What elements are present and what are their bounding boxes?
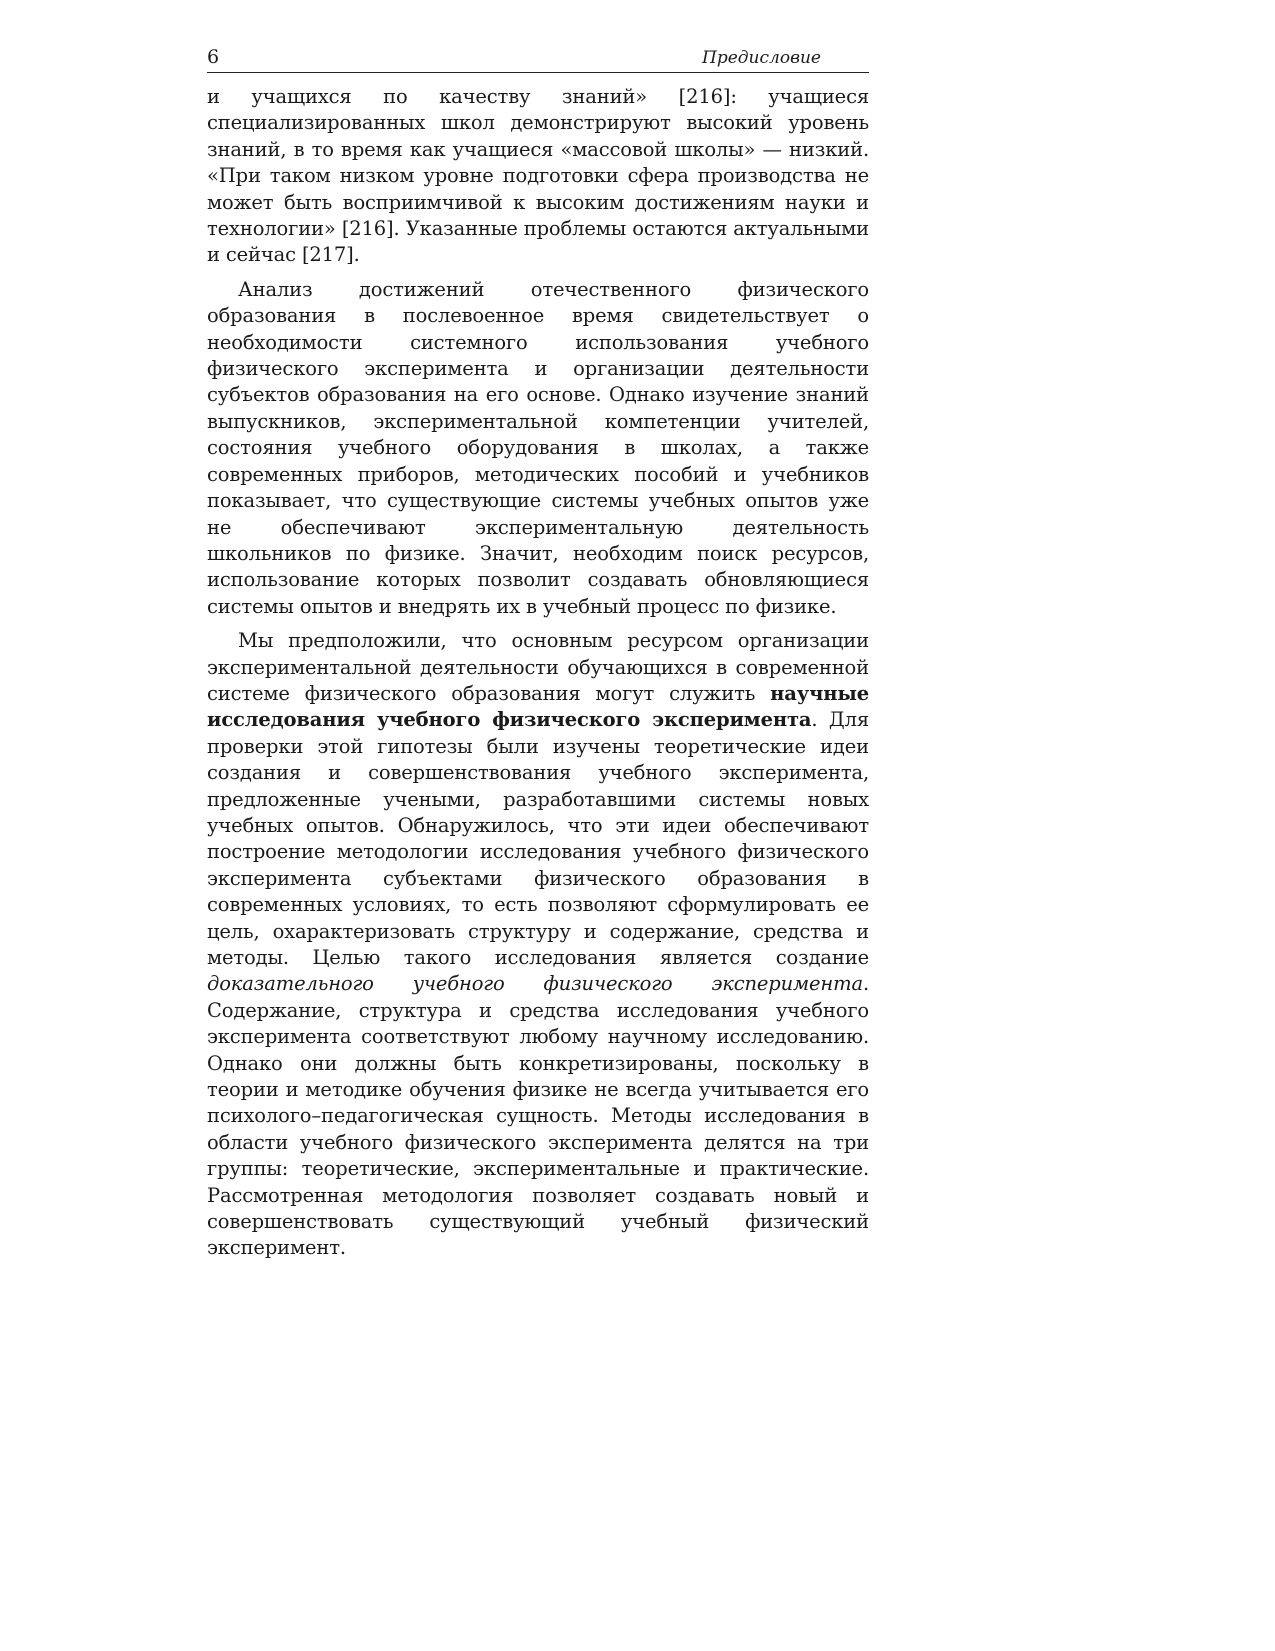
paragraph-continued xyxy=(207,84,869,269)
italic-emphasis: доказательного учебного физического эксперимента xyxy=(207,972,863,996)
paragraph-analysis xyxy=(207,277,869,620)
page-number: 6 xyxy=(207,46,220,68)
text-run: Мы предположили, что основным ресурсом организации экспериментальной деятельности обучающихся в современной системе физического образования могут служить xyxy=(207,629,869,705)
paragraph-hypothesis xyxy=(207,628,869,1262)
bold-emphasis: научные исследования учебного физического эксперимента xyxy=(207,681,869,732)
text-run: и учащихся по качеству знаний» [216]: учащиеся специализированных школ демонстрируют высокий уровень знаний, в то время как учащиеся «массовой школы» — низкий. «При таком низком уровне подготовки сфера производства не может быть восприимчивой к высоким достижениям науки и технологии» [216]. Указанные проблемы остаются актуальными и сейчас [217]. xyxy=(207,85,869,267)
section-title: Предисловие xyxy=(702,48,821,68)
text-run: . Для проверки этой гипотезы были изучены теоретические идеи создания и совершенствования учебного эксперимента, предложенные учеными, разработавшими системы новых учебных опытов. Обнаружилось, что эти идеи обеспечивают построение методологии исследования учебного физического эксперимента субъектами физического образования в современных условиях, то есть позволяют сформулировать ее цель, охарактеризовать структуру и содержание, средства и методы. Целью такого исследования является создание xyxy=(207,708,869,969)
running-header xyxy=(207,42,869,73)
text-run: . Содержание, структура и средства исследования учебного эксперимента соответствуют любому научному исследованию. Однако они должны быть конкретизированы, поскольку в теории и методике обучения физике не всегда учитывается его психолого–педагогическая сущность. Методы исследования в области учебного физического эксперимента делятся на три группы: теоретические, экспериментальные и практические. Рассмотренная методология позволяет создавать новый и совершенствовать существующий учебный физический эксперимент. xyxy=(207,972,869,1260)
body-text xyxy=(207,84,869,1262)
book-page xyxy=(207,42,869,1270)
text-run: Анализ достижений отечественного физического образования в послевоенное время свидетельствует о необходимости системного использования учебного физического эксперимента и организации деятельности субъектов образования на его основе. Однако изучение знаний выпускников, экспериментальной компетенции учителей, состояния учебного оборудования в школах, а также современных приборов, методических пособий и учебников показывает, что существующие системы учебных опытов уже не обеспечивают экспериментальную деятельность школьников по физике. Значит, необходим поиск ресурсов, использование которых позволит создавать обновляющиеся системы опытов и внедрять их в учебный процесс по физике. xyxy=(207,277,869,618)
